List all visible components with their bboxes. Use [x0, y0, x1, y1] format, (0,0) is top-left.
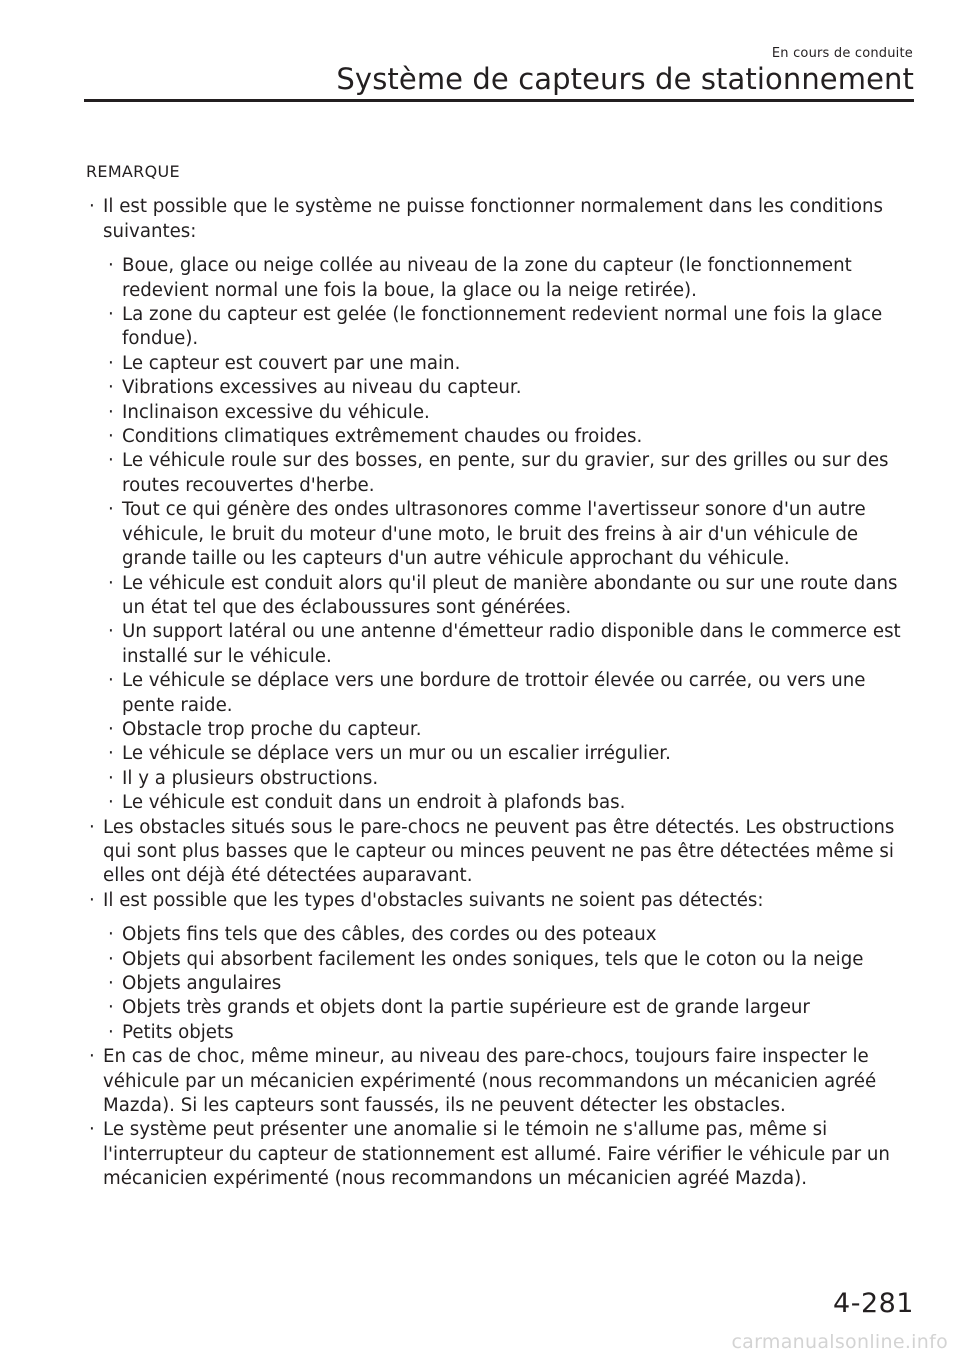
obstacle-item: · Objets très grands et objets dont la partie supérieure est de grande largeur	[105, 996, 916, 1020]
condition-item: · Le véhicule est conduit alors qu'il pleut de manière abondante ou sur une route dans un état tel que des éclaboussures sont générées.	[105, 572, 916, 621]
obstacle-item: · Objets angulaires	[105, 972, 916, 996]
condition-item: · Tout ce qui génère des ondes ultrasonores comme l'avertisseur sonore d'un autre véhicule, le bruit du moteur d'une moto, le bruit des freins à air d'un véhicule de grande taille ou les capteurs d'un autre véhicule approchant du véhicule.	[105, 498, 916, 571]
obstacle-item: · Objets qui absorbent facilement les ondes soniques, tels que le coton ou la neige	[105, 948, 916, 972]
condition-item: · Le capteur est couvert par une main.	[105, 352, 916, 376]
condition-item: · La zone du capteur est gelée (le fonctionnement redevient normal une fois la glace fondue).	[105, 303, 916, 352]
note-item: · En cas de choc, même mineur, au niveau des pare-chocs, toujours faire inspecter le véhicule par un mécanicien expérimenté (nous recommandons un mécanicien agréé Mazda). Si les capteurs sont faussés, ils ne peuvent détecter les obstacles.	[86, 1045, 916, 1118]
obstacle-types-list	[105, 923, 916, 1045]
condition-item: · Il y a plusieurs obstructions.	[105, 767, 916, 791]
note-item: · Les obstacles situés sous le pare-chocs ne peuvent pas être détectés. Les obstructions qui sont plus basses que le capteur ou minces peuvent ne pas être détectées même si elles ont déjà été détectées auparavant.	[86, 816, 916, 889]
condition-item: · Le véhicule est conduit dans un endroit à plafonds bas.	[105, 791, 916, 815]
obstacle-item: · Objets fins tels que des câbles, des cordes ou des poteaux	[105, 923, 916, 947]
note-item: · Il est possible que les types d'obstacles suivants ne soient pas détectés:	[86, 889, 916, 913]
condition-item: · Vibrations excessives au niveau du capteur.	[105, 376, 916, 400]
note-item: · Il est possible que le système ne puisse fonctionner normalement dans les conditions suivantes:	[86, 195, 916, 244]
condition-item: · Le véhicule se déplace vers un mur ou un escalier irrégulier.	[105, 742, 916, 766]
condition-item: · Conditions climatiques extrêmement chaudes ou froides.	[105, 425, 916, 449]
condition-item: · Le véhicule roule sur des bosses, en pente, sur du gravier, sur des grilles ou sur des routes recouvertes d'herbe.	[105, 449, 916, 498]
note-item: · Le système peut présenter une anomalie si le témoin ne s'allume pas, même si l'interrupteur du capteur de stationnement est allumé. Faire vérifier le véhicule par un mécanicien expérimenté (nous recommandons un mécanicien agréé Mazda).	[86, 1118, 916, 1191]
page-number: 4-281	[833, 1288, 914, 1319]
condition-item: · Le véhicule se déplace vers une bordure de trottoir élevée ou carrée, ou vers une pente raide.	[105, 669, 916, 718]
conditions-list	[105, 254, 916, 815]
condition-item: · Inclinaison excessive du véhicule.	[105, 401, 916, 425]
condition-item: · Un support latéral ou une antenne d'émetteur radio disponible dans le commerce est installé sur le véhicule.	[105, 620, 916, 669]
section-label: En cours de conduite	[771, 46, 913, 61]
obstacle-item: · Petits objets	[105, 1021, 916, 1045]
header-rule	[84, 99, 914, 102]
remark-heading: REMARQUE	[86, 162, 180, 181]
content	[86, 160, 916, 1192]
watermark: carmanualsonline.info	[731, 1331, 948, 1353]
condition-item: · Obstacle trop proche du capteur.	[105, 718, 916, 742]
condition-item: · Boue, glace ou neige collée au niveau de la zone du capteur (le fonctionnement redevient normal une fois la boue, la glace ou la neige retirée).	[105, 254, 916, 303]
page-title: Système de capteurs de stationnement	[336, 62, 914, 96]
